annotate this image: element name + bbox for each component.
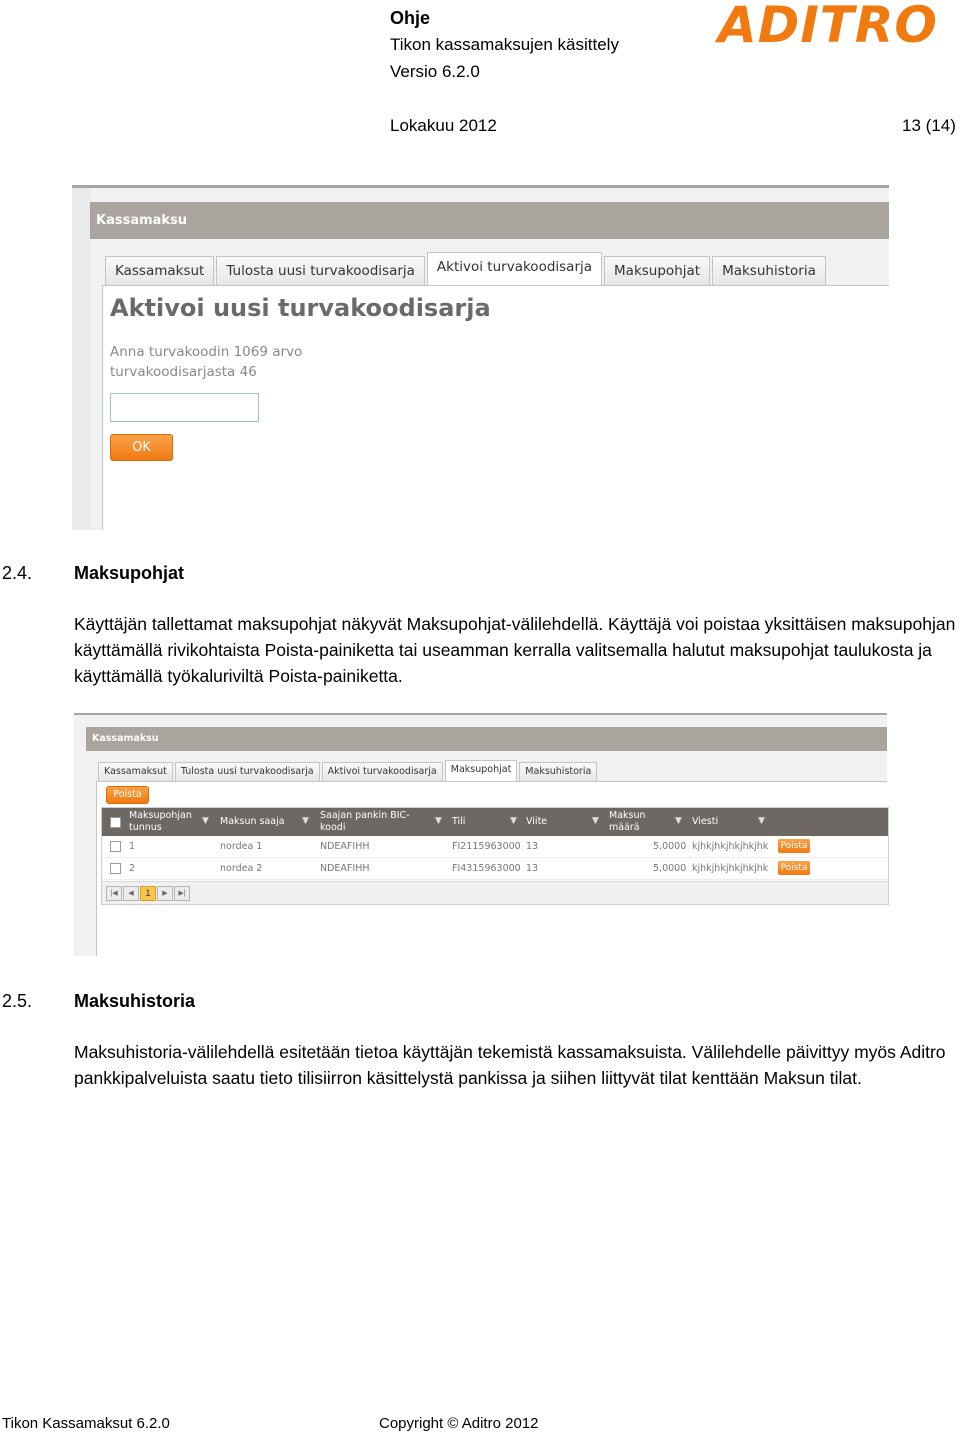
filter-icon[interactable]: ▼ xyxy=(302,816,309,826)
tab-bar-2 xyxy=(98,761,599,781)
content-pane-2 xyxy=(96,782,888,956)
cell-id: 2 xyxy=(129,863,136,874)
cell-amount: 5,0000 xyxy=(653,863,687,874)
filter-icon[interactable]: ▼ xyxy=(510,816,517,826)
app-title: Kassamaksu xyxy=(96,213,188,228)
tab-aktivoi-2[interactable]: Aktivoi turvakoodisarja xyxy=(322,762,443,781)
cell-bic: NDEAFIHH xyxy=(320,841,370,852)
tab-tulosta-2[interactable]: Tulosta uusi turvakoodisarja xyxy=(175,762,320,781)
col-header-id[interactable]: Maksupohjan tunnus xyxy=(129,810,192,833)
select-all-checkbox[interactable] xyxy=(110,817,121,828)
pager-next-icon[interactable]: ▶ xyxy=(157,886,173,901)
row-checkbox[interactable] xyxy=(110,841,121,852)
row-delete-button[interactable]: Poista xyxy=(778,861,810,875)
footer-product: Tikon Kassamaksut 6.2.0 xyxy=(2,1415,170,1432)
tab-bar xyxy=(105,253,828,285)
app-title-2: Kassamaksu xyxy=(92,733,159,744)
tab-kassamaksut[interactable]: Kassamaksut xyxy=(105,256,214,285)
section-title-maksupohjat: Maksupohjat xyxy=(74,563,185,583)
section-paragraph-2-4: Käyttäjän tallettamat maksupohjat näkyvät Maksupohjat-välilehdellä. Käyttäjä voi poistaa yksittäisen maksupohjan käyttämällä rivikohtaista Poista-painiketta tai useamman kerralla valitsemalla halutut maksupohjat taulukosta ja käyttämällä työkaluriviltä Poista-painiketta. xyxy=(74,614,956,686)
filter-icon[interactable]: ▼ xyxy=(675,816,682,826)
filter-icon[interactable]: ▼ xyxy=(592,816,599,826)
instruction-line-2: turvakoodisarjasta 46 xyxy=(110,364,257,380)
section-number-2-5: 2.5. xyxy=(2,991,33,1011)
document-date: Lokakuu 2012 xyxy=(390,116,497,135)
cell-id: 1 xyxy=(129,841,136,852)
grid-header xyxy=(102,808,888,836)
cell-account: FI2115963000 xyxy=(452,841,521,852)
cell-message: kjhkjhkjhkjhkjhk xyxy=(692,863,769,874)
pager-current-page[interactable]: 1 xyxy=(140,886,156,901)
templates-grid xyxy=(101,807,889,905)
tab-kassamaksut-2[interactable]: Kassamaksut xyxy=(98,762,173,781)
cell-payee: nordea 2 xyxy=(220,863,263,874)
tab-maksupohjat[interactable]: Maksupohjat xyxy=(604,256,710,285)
aditro-logo: ADITRO xyxy=(718,0,938,54)
filter-icon[interactable]: ▼ xyxy=(758,816,765,826)
app-title-bar xyxy=(90,202,889,239)
section-title-maksuhistoria: Maksuhistoria xyxy=(74,991,196,1011)
document-version: Versio 6.2.0 xyxy=(390,62,480,81)
toolbar-delete-button[interactable]: Poista xyxy=(106,786,149,804)
cell-message: kjhkjhkjhkjhkjhk xyxy=(692,841,769,852)
grid-pager xyxy=(102,881,888,904)
col-header-reference[interactable]: Viite xyxy=(526,816,548,827)
ok-button[interactable]: OK xyxy=(110,434,173,461)
filter-icon[interactable]: ▼ xyxy=(435,816,442,826)
table-row[interactable] xyxy=(102,836,888,858)
tab-tulosta[interactable]: Tulosta uusi turvakoodisarja xyxy=(216,256,425,285)
document-subtitle: Tikon kassamaksujen käsittely xyxy=(390,35,619,54)
screenshot-activate-code xyxy=(72,185,889,530)
tab-maksuhistoria[interactable]: Maksuhistoria xyxy=(712,256,826,285)
col-header-account[interactable]: Tili xyxy=(452,816,466,827)
pager-last-icon[interactable]: ▶| xyxy=(174,886,190,901)
tab-aktivoi[interactable]: Aktivoi turvakoodisarja xyxy=(427,252,602,285)
cell-reference: 13 xyxy=(526,863,539,874)
row-delete-button[interactable]: Poista xyxy=(778,839,810,853)
screenshot-maksupohjat xyxy=(74,713,887,956)
col-header-bic[interactable]: Saajan pankin BIC- koodi xyxy=(320,810,410,833)
cell-bic: NDEAFIHH xyxy=(320,863,370,874)
document-title: Ohje xyxy=(390,8,431,28)
col-header-payee[interactable]: Maksun saaja xyxy=(220,816,285,827)
cell-account: FI4315963000 xyxy=(452,863,521,874)
section-number-2-4: 2.4. xyxy=(2,563,33,583)
cell-payee: nordea 1 xyxy=(220,841,263,852)
footer-copyright: Copyright © Aditro 2012 xyxy=(379,1415,539,1432)
row-checkbox[interactable] xyxy=(110,863,121,874)
cell-amount: 5,0000 xyxy=(653,841,687,852)
col-header-message[interactable]: Viesti xyxy=(692,816,719,827)
col-header-amount[interactable]: Maksun määrä xyxy=(609,810,646,833)
section-paragraph-2-5: Maksuhistoria-välilehdellä esitetään tietoa käyttäjän tekemistä kassamaksuista. Välilehdelle päivittyy myös Aditro pankkipalveluista saatu tieto tilisiirron käsittelystä pankissa ja siihen liittyvät tilat kenttään Maksun tilat. xyxy=(74,1042,946,1088)
table-row[interactable] xyxy=(102,858,888,880)
page-number: 13 (14) xyxy=(902,116,956,135)
app-title-bar-2 xyxy=(86,727,887,751)
filter-icon[interactable]: ▼ xyxy=(202,816,209,826)
pager-prev-icon[interactable]: ◀ xyxy=(123,886,139,901)
content-pane xyxy=(102,286,890,530)
tab-maksuhistoria-2[interactable]: Maksuhistoria xyxy=(519,762,597,781)
pager-first-icon[interactable]: |◀ xyxy=(106,886,122,901)
page-heading: Aktivoi uusi turvakoodisarja xyxy=(110,294,491,322)
instruction-line-1: Anna turvakoodin 1069 arvo xyxy=(110,344,303,360)
tab-maksupohjat-2[interactable]: Maksupohjat xyxy=(445,760,518,781)
security-code-input[interactable] xyxy=(110,393,259,422)
cell-reference: 13 xyxy=(526,841,539,852)
left-gutter xyxy=(72,188,90,530)
